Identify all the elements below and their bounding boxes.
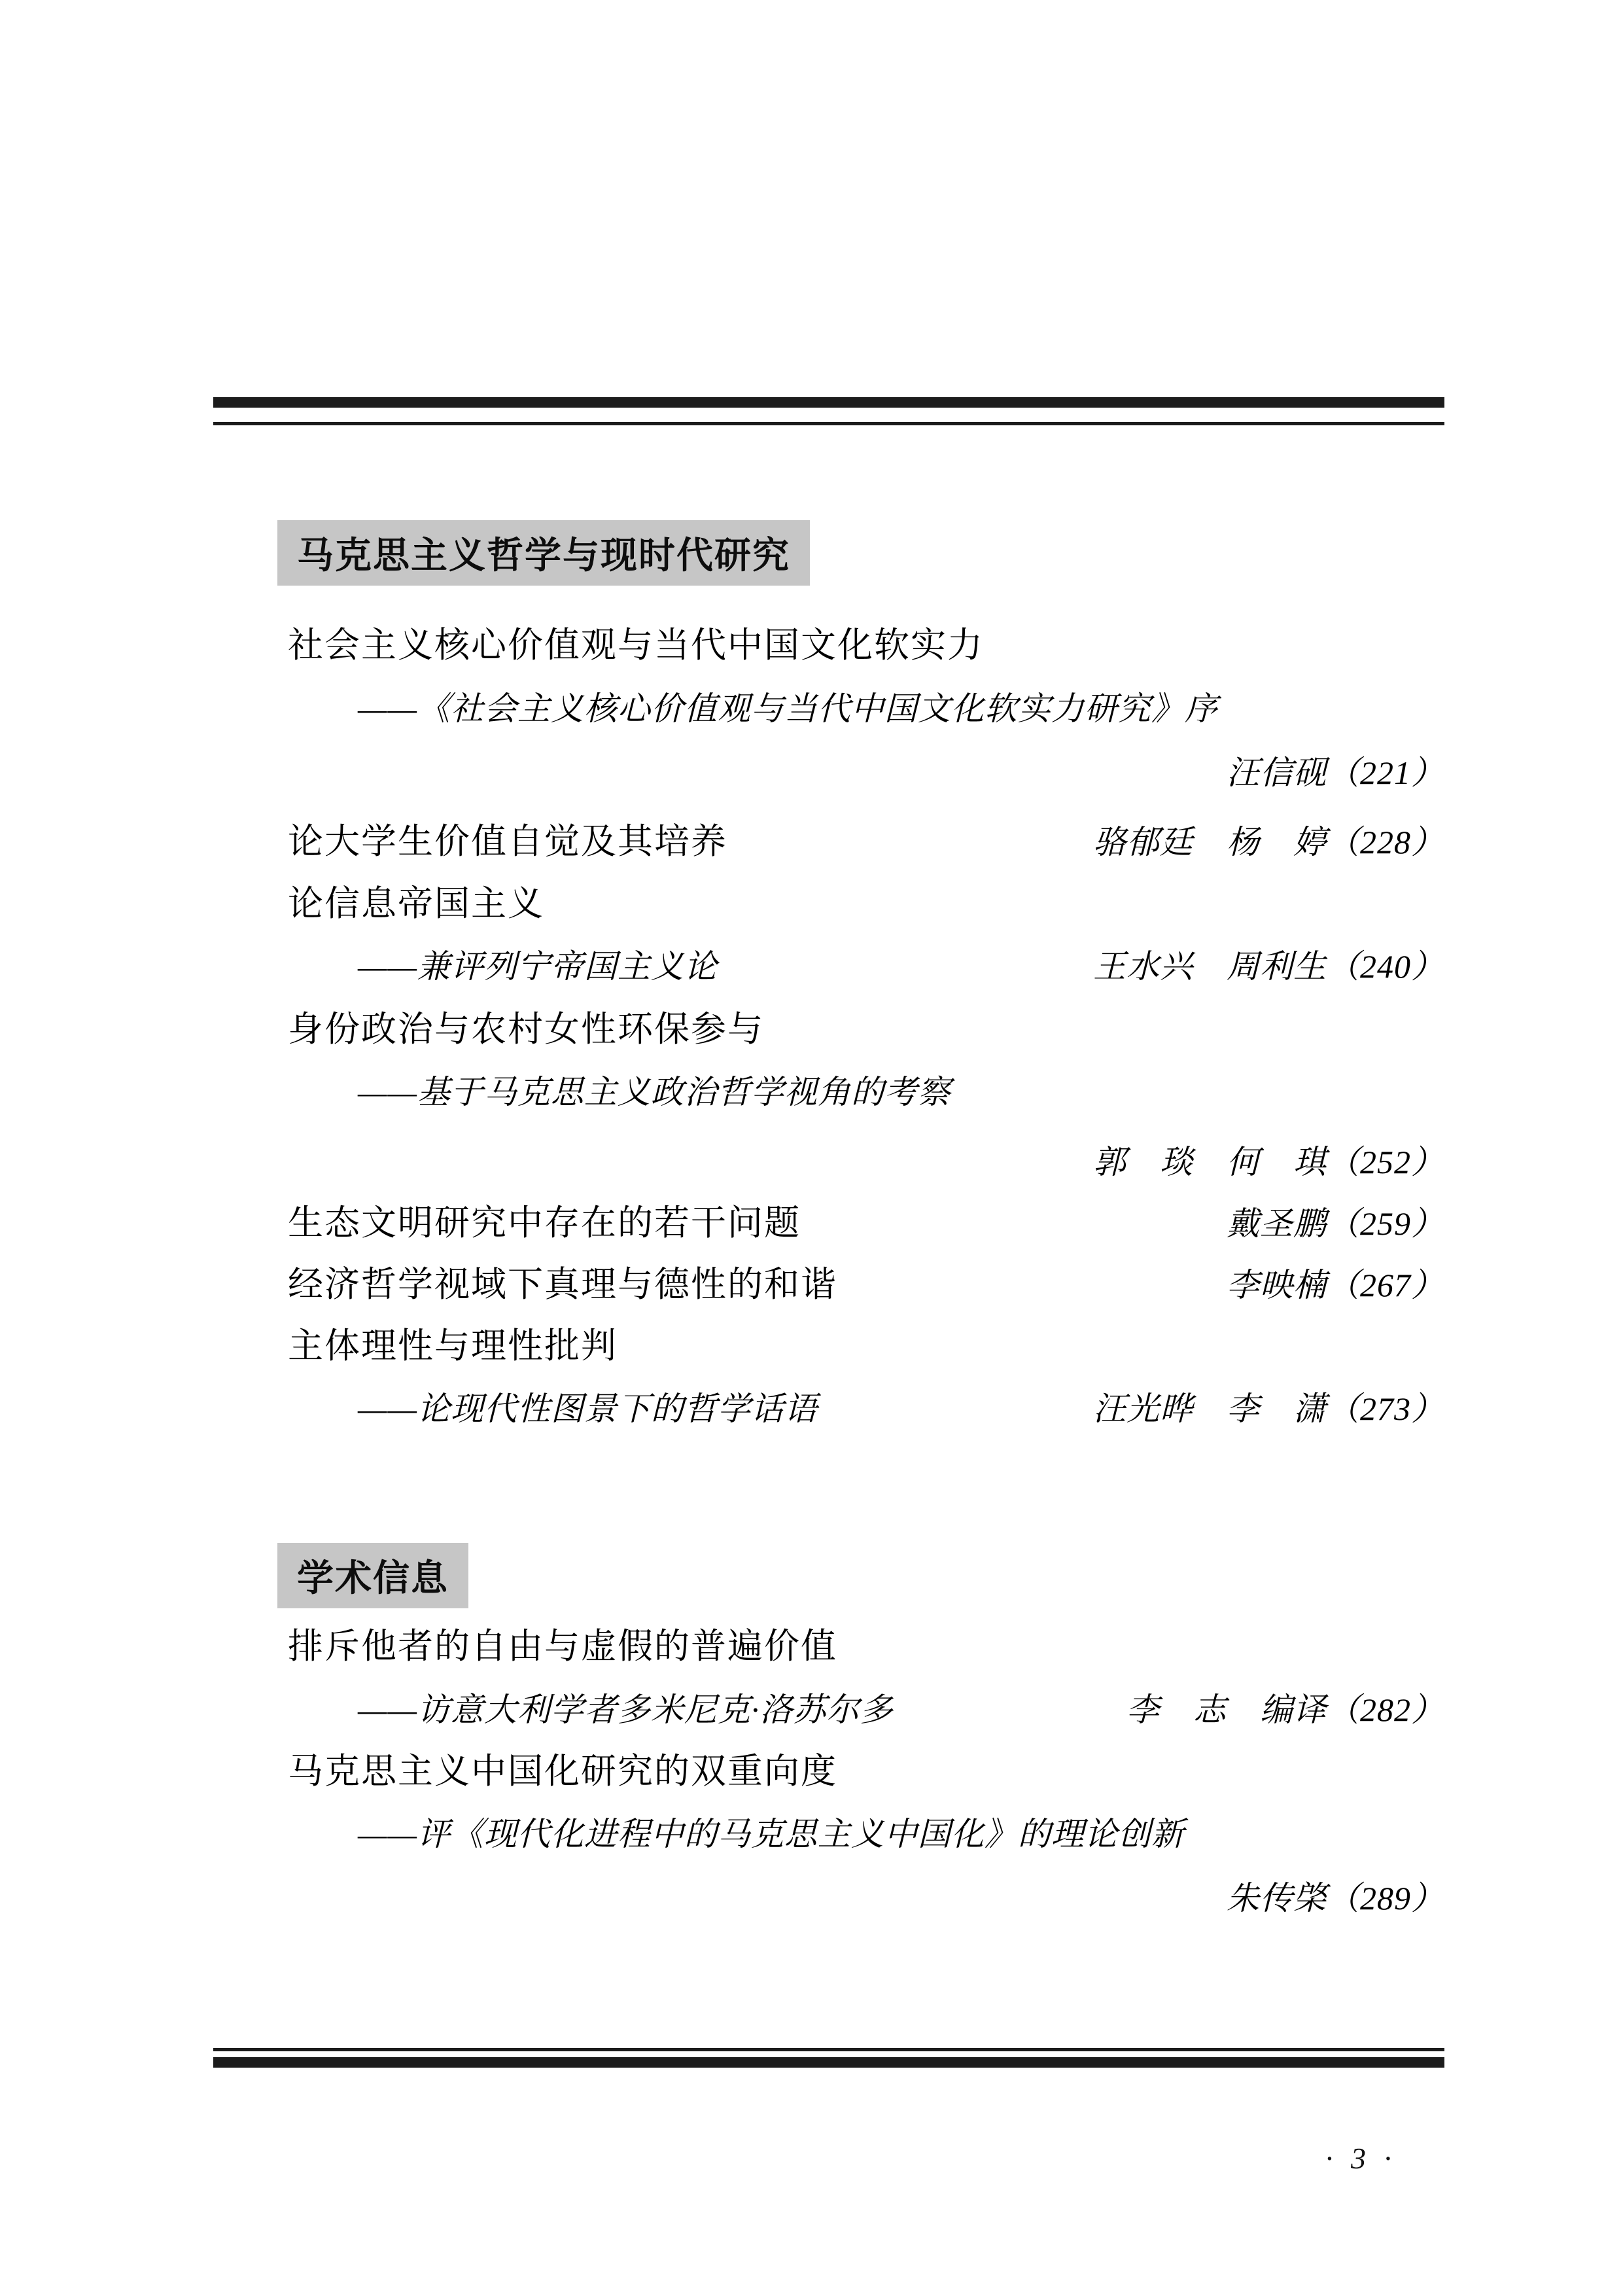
toc-row xyxy=(288,754,1444,792)
toc-entry-author-page: 汪光晔 李 潇（273） xyxy=(1093,1390,1444,1427)
toc-entry-subtitle: ——《社会主义核心价值观与当代中国文化软实力研究》序 xyxy=(358,690,1218,727)
toc-entry-subtitle: ——访意大利学者多米尼克·洛苏尔多 xyxy=(358,1691,894,1728)
toc-entry-title: 身份政治与农村女性环保参与 xyxy=(288,1010,764,1049)
toc-entry-title: 马克思主义中国化研究的双重向度 xyxy=(288,1752,837,1791)
page-number: · 3 · xyxy=(1325,2142,1397,2175)
toc-row xyxy=(288,690,1444,728)
toc-row xyxy=(288,1879,1444,1917)
toc-entry-title: 社会主义核心价值观与当代中国文化软实力 xyxy=(288,626,984,665)
toc-entry-subtitle: ——评《现代化进程中的马克思主义中国化》的理论创新 xyxy=(358,1816,1185,1852)
section-header-label: 马克思主义哲学与现时代研究 xyxy=(297,535,790,576)
toc-row xyxy=(288,1815,1444,1853)
toc-row xyxy=(288,626,1444,664)
toc-entry-title: 论大学生价值自觉及其培养 xyxy=(288,822,727,861)
toc-entry-author-page: 李映楠（267） xyxy=(1227,1267,1444,1303)
section-header-label: 学术信息 xyxy=(297,1557,449,1598)
toc-row xyxy=(288,1390,1444,1428)
toc-row xyxy=(288,1265,1444,1304)
toc-entry-author-page: 汪信砚（221） xyxy=(1227,754,1444,791)
top-rule-thin xyxy=(213,422,1444,425)
toc-row xyxy=(288,1010,1444,1048)
toc-entry-author-page: 戴圣鹏（259） xyxy=(1227,1205,1444,1242)
bottom-rule-thin xyxy=(213,2048,1444,2051)
toc-row xyxy=(288,1143,1444,1181)
toc-entry-author-page: 李 志 编译（282） xyxy=(1126,1691,1444,1728)
bottom-rule-thick xyxy=(213,2057,1444,2068)
toc-row xyxy=(288,1204,1444,1243)
toc-entry-author-page: 王水兴 周利生（240） xyxy=(1093,948,1444,985)
section-header-academic-info xyxy=(277,1543,468,1608)
toc-entry-subtitle: ——论现代性图景下的哲学话语 xyxy=(358,1390,818,1427)
toc-entry-subtitle: ——基于马克思主义政治哲学视角的考察 xyxy=(358,1074,951,1110)
toc-row xyxy=(288,885,1444,923)
toc-row xyxy=(288,1691,1444,1729)
toc-row xyxy=(288,1327,1444,1365)
section-header-marxist-philosophy xyxy=(277,520,810,586)
toc-row xyxy=(288,1627,1444,1665)
toc-row xyxy=(288,822,1444,861)
toc-row xyxy=(288,1073,1444,1111)
toc-row xyxy=(288,947,1444,985)
toc-entry-title: 经济哲学视域下真理与德性的和谐 xyxy=(288,1265,837,1304)
toc-entry-author-page: 骆郁廷 杨 婷（228） xyxy=(1093,824,1444,860)
top-rule-thick xyxy=(213,397,1444,408)
toc-entry-title: 主体理性与理性批判 xyxy=(288,1326,618,1366)
toc-entry-title: 排斥他者的自由与虚假的普遍价值 xyxy=(288,1627,837,1666)
toc-entry-title: 论信息帝国主义 xyxy=(288,884,544,923)
toc-entry-author-page: 朱传棨（289） xyxy=(1227,1880,1444,1916)
toc-entry-title: 生态文明研究中存在的若干问题 xyxy=(288,1203,801,1243)
toc-entry-author-page: 郭 琰 何 琪（252） xyxy=(1093,1144,1444,1180)
toc-row xyxy=(288,1752,1444,1790)
toc-entry-subtitle: ——兼评列宁帝国主义论 xyxy=(358,948,718,985)
